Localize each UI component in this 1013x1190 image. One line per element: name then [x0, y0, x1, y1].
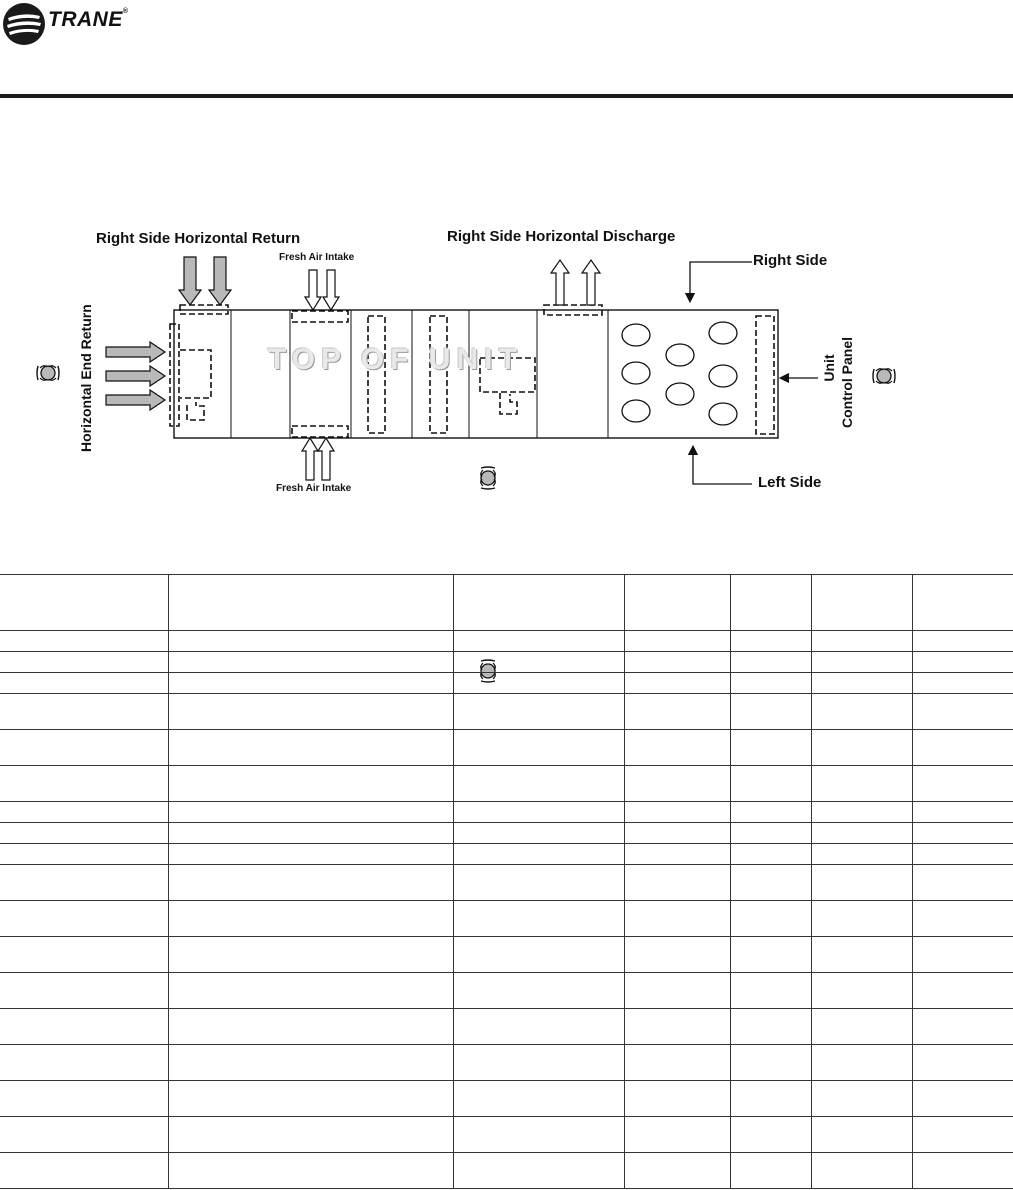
table-cell: [453, 694, 624, 730]
table-cell: [168, 575, 453, 631]
table-row: [0, 730, 1013, 766]
table-row: [0, 694, 1013, 730]
table-cell: [168, 844, 453, 865]
table-cell: [624, 901, 730, 937]
table-cell: [0, 1081, 168, 1117]
table-cell: [453, 1045, 624, 1081]
table-cell: [453, 1117, 624, 1153]
table-cell: [912, 1045, 1013, 1081]
table-cell: [0, 673, 168, 694]
table-row: [0, 973, 1013, 1009]
table-cell: [811, 1045, 912, 1081]
table-cell: [912, 865, 1013, 901]
table-cell: [453, 973, 624, 1009]
table-cell: [453, 1009, 624, 1045]
table-cell: [453, 575, 624, 631]
table-cell: [0, 1117, 168, 1153]
table-cell: [168, 694, 453, 730]
table-row: [0, 844, 1013, 865]
table-row: [0, 937, 1013, 973]
table-cell: [730, 1117, 811, 1153]
unit-top-view-diagram: [0, 200, 1013, 530]
table-cell: [0, 631, 168, 652]
table-cell: [912, 766, 1013, 802]
left-side-label: Left Side: [758, 474, 822, 491]
right-side-label: Right Side: [753, 252, 828, 269]
table-cell: [811, 937, 912, 973]
table-cell: [624, 575, 730, 631]
table-cell: [0, 1045, 168, 1081]
table-cell: [912, 937, 1013, 973]
table-cell: [168, 823, 453, 844]
table-cell: [453, 1153, 624, 1189]
table-cell: [168, 1117, 453, 1153]
table-cell: [168, 1045, 453, 1081]
table-row: [0, 1009, 1013, 1045]
table-cell: [624, 1009, 730, 1045]
table-cell: [912, 730, 1013, 766]
table-cell: [730, 865, 811, 901]
table-cell: [912, 1081, 1013, 1117]
end-return-arrows: [106, 342, 165, 410]
table-row: [0, 1117, 1013, 1153]
table-cell: [811, 652, 912, 673]
trane-logo-icon: [2, 2, 46, 46]
table-cell: [0, 973, 168, 1009]
table-cell: [730, 1153, 811, 1189]
unit-label: Unit: [821, 354, 837, 382]
right-side-horizontal-discharge-label: Right Side Horizontal Discharge: [447, 228, 676, 245]
table-row: [0, 1153, 1013, 1189]
table-cell: [912, 1153, 1013, 1189]
table-cell: [730, 901, 811, 937]
table-cell: [912, 631, 1013, 652]
table-cell: [912, 673, 1013, 694]
table-row: [0, 865, 1013, 901]
table-cell: [453, 844, 624, 865]
table-cell: [730, 694, 811, 730]
table-row: [0, 631, 1013, 652]
table-row: [0, 575, 1013, 631]
table-cell: [624, 631, 730, 652]
table-cell: [730, 1009, 811, 1045]
table-cell: [168, 973, 453, 1009]
table-cell: [730, 937, 811, 973]
return-arrows: [179, 257, 231, 305]
data-table: [0, 574, 1013, 1189]
table-row: [0, 823, 1013, 844]
table-cell: [730, 652, 811, 673]
discharge-arrows: [551, 260, 600, 305]
table-cell: [453, 673, 624, 694]
table-cell: [453, 1081, 624, 1117]
table-cell: [624, 844, 730, 865]
table-cell: [0, 766, 168, 802]
table-cell: [730, 631, 811, 652]
table-cell: [168, 802, 453, 823]
table-cell: [624, 802, 730, 823]
table-cell: [730, 730, 811, 766]
fresh-air-intake-bottom-label: Fresh Air Intake: [276, 483, 352, 494]
table-cell: [811, 766, 912, 802]
fan-icon: [869, 361, 899, 391]
table-cell: [624, 937, 730, 973]
table-cell: [730, 1045, 811, 1081]
table-cell: [0, 694, 168, 730]
table-cell: [453, 631, 624, 652]
table-cell: [453, 901, 624, 937]
table-cell: [624, 1045, 730, 1081]
table-cell: [453, 823, 624, 844]
table-cell: [168, 766, 453, 802]
table-row: [0, 1081, 1013, 1117]
table-cell: [624, 1117, 730, 1153]
table-cell: [912, 823, 1013, 844]
horizontal-end-return-label: Horizontal End Return: [78, 304, 94, 452]
table-cell: [811, 730, 912, 766]
table-cell: [168, 673, 453, 694]
table-cell: [624, 652, 730, 673]
table-row: [0, 901, 1013, 937]
table-cell: [0, 802, 168, 823]
table-cell: [624, 1153, 730, 1189]
table-cell: [624, 865, 730, 901]
fan-icon: [35, 358, 61, 388]
table-cell: [168, 865, 453, 901]
brand-logo: [0, 0, 200, 50]
brand-name: TRANE®: [48, 8, 129, 31]
table-cell: [624, 694, 730, 730]
table-cell: [168, 652, 453, 673]
table-cell: [811, 673, 912, 694]
table-cell: [730, 575, 811, 631]
table-cell: [453, 652, 624, 673]
table-cell: [624, 1081, 730, 1117]
fan-icon: [473, 463, 503, 493]
table-cell: [811, 1117, 912, 1153]
table-cell: [168, 1153, 453, 1189]
table-cell: [453, 802, 624, 823]
top-of-unit-watermark: TOP OF UNIT: [268, 343, 523, 376]
table-cell: [811, 823, 912, 844]
data-table-body: [0, 575, 1013, 1189]
table-cell: [811, 901, 912, 937]
table-cell: [912, 844, 1013, 865]
table-cell: [730, 766, 811, 802]
table-cell: [624, 766, 730, 802]
table-cell: [168, 1081, 453, 1117]
table-cell: [912, 1009, 1013, 1045]
table-cell: [730, 844, 811, 865]
fresh-air-intake-top-label: Fresh Air Intake: [279, 252, 355, 263]
table-cell: [811, 1153, 912, 1189]
fresh-air-top-arrows: [305, 270, 339, 310]
table-cell: [811, 631, 912, 652]
table-row: [0, 802, 1013, 823]
table-cell: [0, 937, 168, 973]
table-cell: [912, 575, 1013, 631]
right-side-horizontal-return-label: Right Side Horizontal Return: [96, 230, 301, 247]
fresh-air-bottom-arrows: [302, 438, 334, 480]
table-cell: [912, 901, 1013, 937]
table-cell: [912, 652, 1013, 673]
table-cell: [0, 901, 168, 937]
table-cell: [730, 1081, 811, 1117]
header-rule: [0, 94, 1013, 98]
table-cell: [168, 937, 453, 973]
table-row: [0, 673, 1013, 694]
table-cell: [730, 802, 811, 823]
table-cell: [811, 1009, 912, 1045]
table-cell: [730, 973, 811, 1009]
table-cell: [453, 766, 624, 802]
table-cell: [912, 1117, 1013, 1153]
table-cell: [811, 694, 912, 730]
table-cell: [0, 730, 168, 766]
table-row: [0, 652, 1013, 673]
table-cell: [0, 575, 168, 631]
unit-control-panel-label: [820, 308, 856, 428]
table-cell: [811, 575, 912, 631]
table-cell: [0, 652, 168, 673]
table-cell: [0, 823, 168, 844]
table-cell: [0, 1153, 168, 1189]
table-cell: [730, 823, 811, 844]
table-cell: [624, 973, 730, 1009]
table-cell: [453, 937, 624, 973]
registered-mark: ®: [122, 8, 129, 15]
table-cell: [730, 673, 811, 694]
table-cell: [0, 865, 168, 901]
control-panel-label: Control Panel: [839, 336, 855, 428]
table-cell: [912, 802, 1013, 823]
table-cell: [0, 844, 168, 865]
round-openings: [622, 322, 737, 425]
table-cell: [168, 901, 453, 937]
table-cell: [168, 1009, 453, 1045]
table-cell: [453, 865, 624, 901]
table-row: [0, 766, 1013, 802]
table-cell: [912, 973, 1013, 1009]
table-cell: [624, 730, 730, 766]
table-cell: [624, 673, 730, 694]
table-cell: [811, 844, 912, 865]
table-cell: [811, 865, 912, 901]
table-cell: [453, 730, 624, 766]
table-cell: [811, 1081, 912, 1117]
table-cell: [624, 823, 730, 844]
table-cell: [811, 973, 912, 1009]
table-cell: [0, 1009, 168, 1045]
table-cell: [168, 730, 453, 766]
table-cell: [811, 802, 912, 823]
table-cell: [912, 694, 1013, 730]
table-row: [0, 1045, 1013, 1081]
table-cell: [168, 631, 453, 652]
